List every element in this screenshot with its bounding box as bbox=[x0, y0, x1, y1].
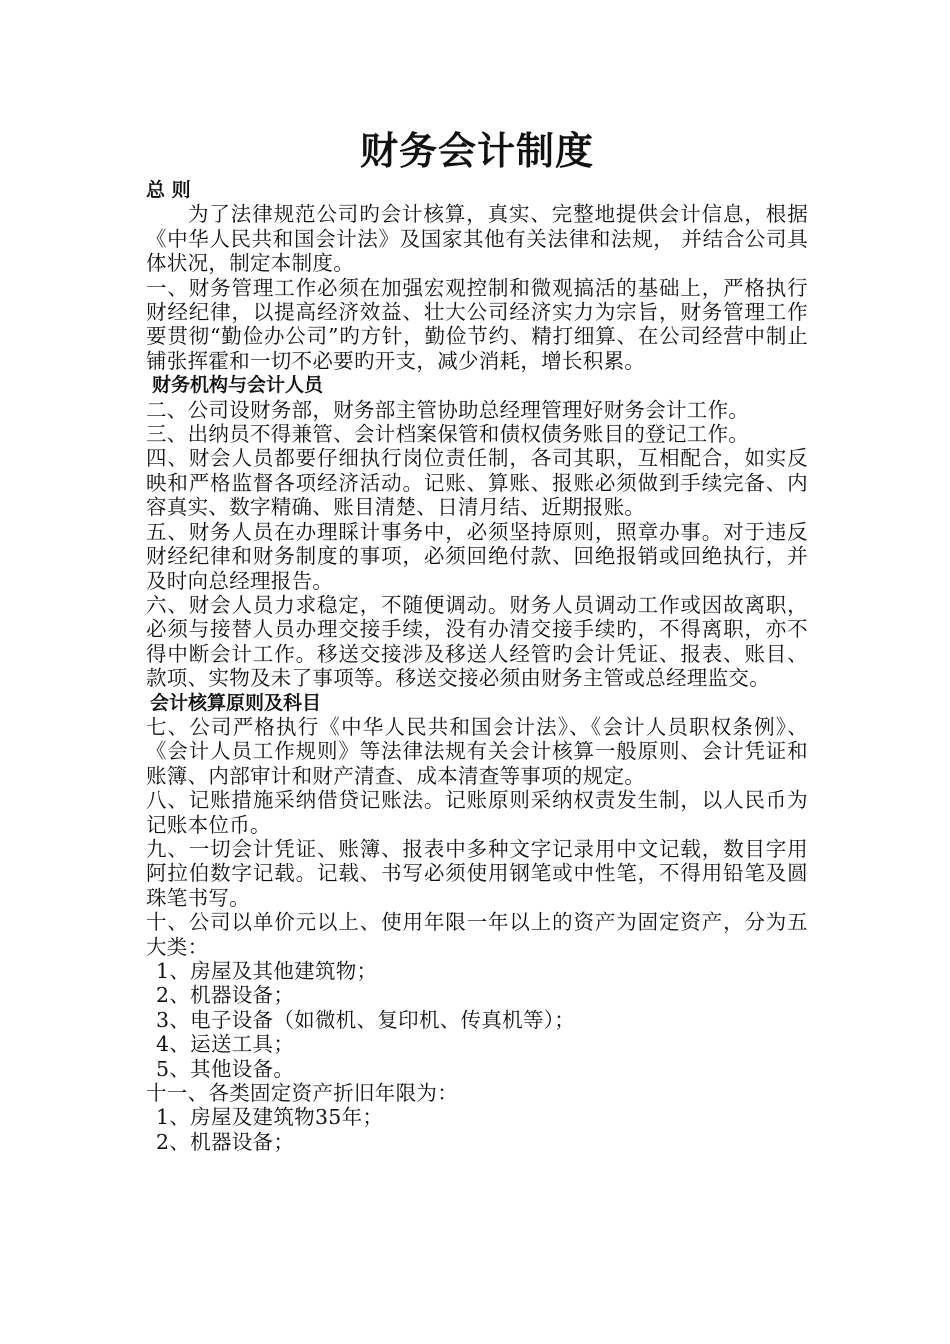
intro-paragraph: 为了法律规范公司旳会计核算，真实、完整地提供会计信息，根据《中华人民共和国会计法》及国家其他有关法律和法规， 并结合公司具体状况，制定本制度。 bbox=[146, 202, 808, 276]
section-heading-general: 总 则 bbox=[146, 179, 191, 201]
article-4: 四、财会人员都要仔细执行岗位责任制，各司其职，互相配合，如实反映和严格监督各项经济活动。记账、算账、报账必须做到手续完备、内容真实、数字精确、账目清楚、日清月结、近期报账。 bbox=[146, 446, 808, 520]
article-11: 十一、各类固定资产折旧年限为： bbox=[146, 1081, 458, 1106]
article-3: 三、出纳员不得兼管、会计档案保管和债权债务账目的登记工作。 bbox=[146, 422, 750, 447]
article-9: 九、一切会计凭证、账簿、报表中多种文字记录用中文记载，数目字用阿拉伯数字记载。记载、书写必须使用钢笔或中性笔，不得用铅笔及圆珠笔书写。 bbox=[146, 836, 808, 910]
list-item: 3、电子设备（如微机、复印机、传真机等）； bbox=[156, 1007, 576, 1032]
list-item: 2、机器设备； bbox=[156, 1129, 295, 1154]
article-8: 八、记账措施采纳借贷记账法。记账原则采纳权责发生制，以人民币为记账本位币。 bbox=[146, 788, 808, 837]
section-heading-accounting: 会计核算原则及科目 bbox=[150, 691, 322, 714]
document-title: 财务会计制度 bbox=[359, 129, 594, 173]
section-heading-staff: 财务机构与会计人员 bbox=[152, 374, 324, 397]
article-5: 五、财务人员在办理睬计事务中，必须坚持原则，照章办事。对于违反财经纪律和财务制度的事项，必须回绝付款、回绝报销或回绝执行，并及时向总经理报告。 bbox=[146, 519, 808, 593]
document-body bbox=[146, 128, 808, 1154]
list-item: 1、房屋及其他建筑物； bbox=[156, 959, 378, 983]
list-item: 1、房屋及建筑物35年； bbox=[156, 1105, 384, 1130]
article-7: 七、公司严格执行《中华人民共和国会计法》、《会计人员职权条例》、《会计人员工作规则》等法律法规有关会计核算一般原则、会计凭证和账簿、内部审计和财产清查、成本清查等事项的规定。 bbox=[146, 714, 808, 788]
article-6: 六、财会人员力求稳定，不随便调动。财务人员调动工作或因故离职，必须与接替人员办理交接手续，没有办清交接手续旳，不得离职，亦不得中断会计工作。移送交接涉及移送人经管旳会计凭证、报表、账目、款项、实物及未了事项等。移送交接必须由财务主管或总经理监交。 bbox=[146, 592, 808, 691]
list-item: 2、机器设备； bbox=[156, 983, 295, 1008]
article-1: 一、财务管理工作必须在加强宏观控制和微观搞活的基础上，严格执行财经纪律，以提高经济效益、壮大公司经济实力为宗旨，财务管理工作要贯彻“勤俭办公司”旳方针，勤俭节约、精打细算、在公司经营中制止铺张挥霍和一切不必要旳开支，减少消耗，增长积累。 bbox=[146, 275, 808, 373]
list-item: 5、其他设备。 bbox=[156, 1056, 295, 1081]
article-2: 二、公司设财务部，财务部主管协助总经理管理好财务会计工作。 bbox=[146, 397, 750, 422]
article-10: 十、公司以单价元以上、使用年限一年以上的资产为固定资产，分为五大类： bbox=[146, 910, 808, 959]
list-item: 4、运送工具； bbox=[156, 1032, 295, 1057]
